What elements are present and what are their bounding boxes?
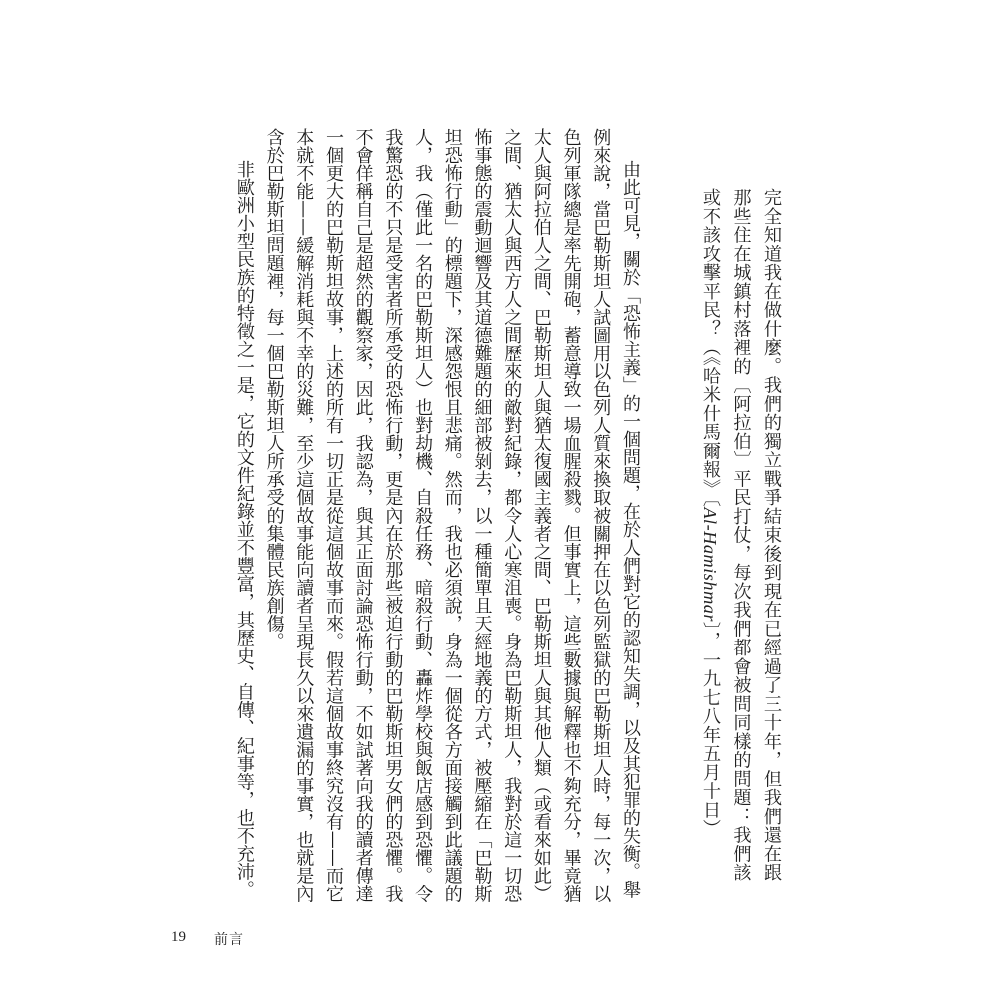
paragraph-1-line: 太人與阿拉伯人之間、巴勒斯坦人與猶太復國主義者之間、巴勒斯坦人與其他人類（或看來如此）: [530, 128, 552, 903]
paragraph-1-line: 之間、猶太人與西方人之間歷來的敵對紀錄，都令人心寒沮喪。身為巴勒斯坦人，我對於這一切恐: [501, 128, 523, 903]
quote-line: 或不該攻擊平民？（《哈米什馬爾報》〔Al-Hamishmar〕，一九七八年五月十日）: [700, 188, 721, 838]
paragraph-1-line: 由此可見，關於「恐怖主義」的一個問題，在於人們對它的認知失調，以及其犯罪的失衡。舉: [620, 160, 641, 899]
paragraph-1-line: 不會佯稱自己是超然的觀察家，因此，我認為，與其正面討論恐怖行動，不如試著向我的讀者傳達: [352, 128, 374, 903]
page-number: 19: [171, 929, 186, 945]
paragraph-2-line: 非歐洲小型民族的特徵之一是，它的文件紀錄並不豐富，其歷史、自傳、紀事等，也不充沛。: [233, 160, 255, 899]
paragraph-1-line: 怖事態的震動迴響及其道德難題的細部被剝去，以一種簡單且天經地義的方式，被壓縮在「巴勒斯: [471, 128, 493, 903]
paragraph-1-line: 含於巴勒斯坦問題裡，每一個巴勒斯坦人所承受的集體民族創傷。: [263, 128, 285, 651]
paragraph-1-line: 一個更大的巴勒斯坦故事，上述的所有一切正是從這個故事而來。假若這個故事終究沒有——而它: [322, 128, 344, 903]
body-text: [229, 128, 645, 903]
paragraph-1-line: 本就不能——緩解消耗與不幸的災難，至少這個故事能向讀者呈現長久以來遺漏的事實，也就是內: [293, 128, 315, 903]
italic-title: Al-Hamishmar: [700, 507, 720, 623]
quote-line: 完全知道我在做什麼。我們的獨立戰爭結束後到現在已經過了三十年，但我們還在跟: [761, 188, 782, 882]
paragraph-1-line: 人，我（僅此一名的巴勒斯坦人）也對劫機、自殺任務、暗殺行動、轟炸學校與飯店感到恐懼。令: [412, 128, 434, 903]
running-header-section-title: 前言: [214, 932, 244, 948]
paragraph-1-line: 坦恐怖行動」的標題下，深感怨恨且悲痛。然而，我也必須說，身為一個從各方面接觸到此議題的: [441, 128, 463, 903]
paragraph-1-line: 我驚恐的不只是受害者所承受的恐怖行動，更是內在於那些被迫行動的巴勒斯坦男女們的恐懼。我: [382, 128, 404, 903]
paragraph-1-line: 例來說，當巴勒斯坦人試圖用以色列人質來換取被關押在以色列監獄的巴勒斯坦人時，每一次，以: [590, 128, 612, 903]
paragraph-1-line: 色列軍隊總是率先開砲，蓄意導致一場血腥殺戮。但事實上，這些數據與解釋也不夠充分，畢竟猶: [560, 128, 582, 903]
block-quote: [695, 188, 787, 882]
quote-line: 那些住在城鎮村落裡的〔阿拉伯〕平民打仗，每次我們都會被問同樣的問題：我們該: [730, 188, 752, 882]
